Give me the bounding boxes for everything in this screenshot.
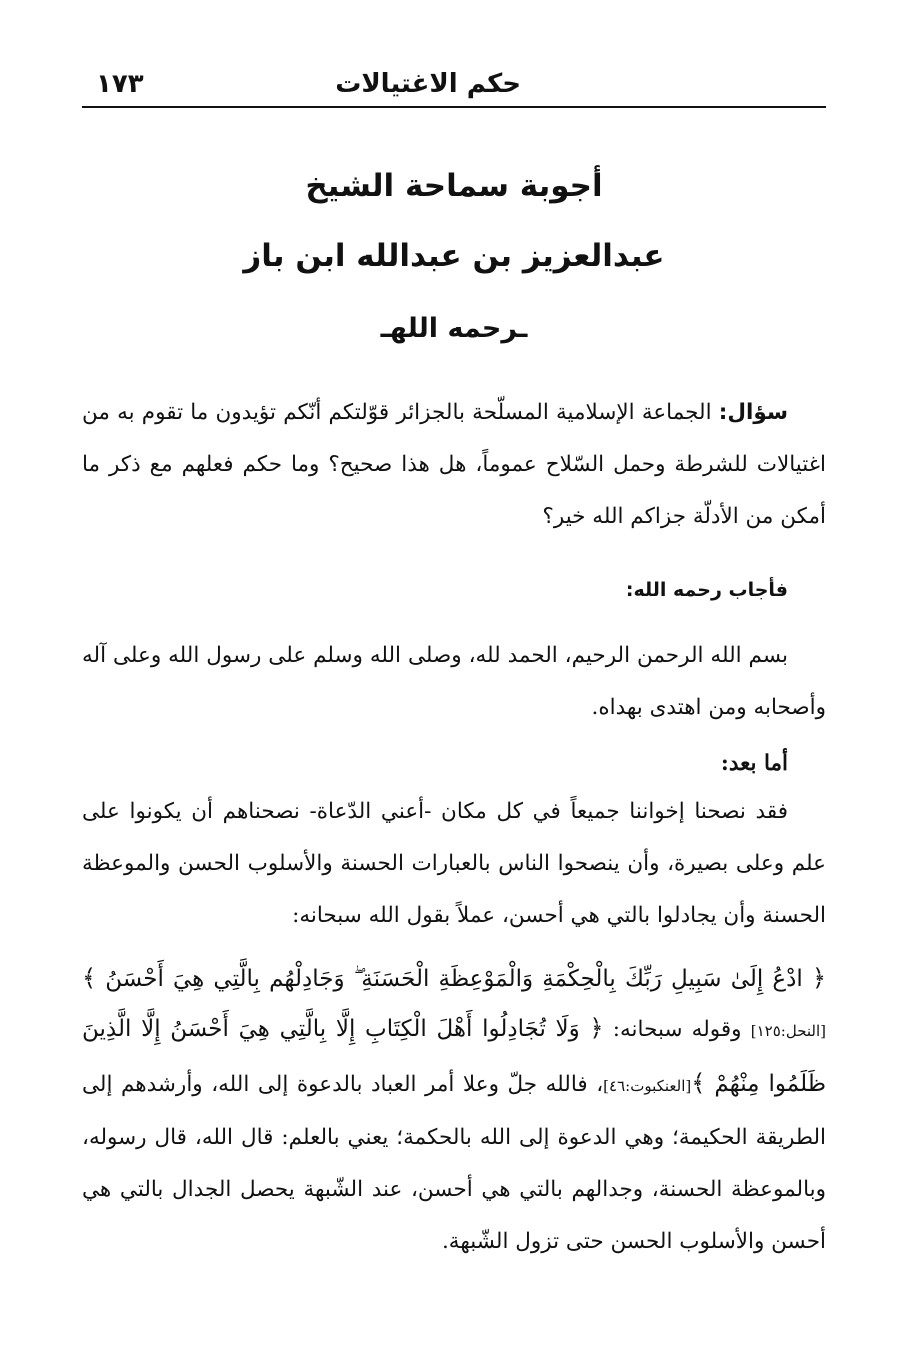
running-header-title: حكم الاغتيالات [335, 69, 521, 99]
amma-bad: أما بعد: [720, 751, 788, 776]
question-paragraph [82, 387, 826, 543]
answer-paragraph-2-text: ، فالله جلّ وعلا أمر العباد بالدعوة إلى الله، وأرشدهم إلى الطريقة الحكيمة؛ وهي الدعوة إلى الله بالحكمة؛ يعني بالعلم: قال الله، قال رسوله، وبالموعظة الحسنة، وجدالهم بالتي هي أحسن، عند الشّبهة يحصل الجدال بالتي هي أحسن والأسلوب الحسن حتى تزول الشّبهة. [82, 1072, 826, 1254]
heading-line-1: أجوبة سماحة الشيخ [305, 168, 603, 204]
heading-line-3: ـرحمه اللهـ [380, 313, 528, 344]
heading-line-2: عبدالعزيز بن عبدالله ابن باز [243, 238, 665, 274]
running-header [82, 62, 826, 108]
answer-intro: بسم الله الرحمن الرحيم، الحمد لله، وصلى الله وسلم على رسول الله وعلى آله وأصحابه ومن اهتدى بهداه. [82, 643, 826, 720]
quran-verse-line [82, 950, 826, 1007]
verse2-close-bracket: ﴾ [691, 1069, 706, 1097]
verse-close-bracket: ﴾ [82, 964, 97, 992]
question-label: سؤال: [718, 400, 788, 425]
verse2-open-bracket: ﴿ [589, 1014, 604, 1042]
quran-verse-ankabut: وَلَا تُجَادِلُوا أَهْلَ الْكِتَابِ إِلَّا بِالَّتِي هِيَ أَحْسَنُ إِلَّا الَّذِينَ ظَلَمُوا مِنْهُمْ [82, 1016, 826, 1097]
verse-reference-nahl: [النحل:١٢٥] [750, 1022, 826, 1040]
answer-label: فأجاب رحمه الله: [625, 579, 788, 601]
verse-reference-ankabut: [العنكبوت:٤٦] [603, 1077, 692, 1095]
page-number: ١٧٣ [96, 69, 144, 99]
answer-paragraph-2 [82, 1002, 826, 1268]
question-text: الجماعة الإسلامية المسلّحة بالجزائر قوّلتكم أنّكم تؤيدون ما تقوم به من اغتيالات للشرطة وحمل السّلاح عموماً، هل هذا صحيح؟ وما حكم فعلهم مع ذكر ما أمكن من الأدلّة جزاكم الله خير؟ [82, 400, 826, 529]
answer-paragraph-1: فقد نصحنا إخواننا جميعاً في كل مكان -أعني الدّعاة- نصحناهم أن يكونوا على علم وعلى بصيرة، وأن ينصحوا الناس بالعبارات الحسنة والأسلوب الحسن والموعظة الحسنة وأن يجادلوا بالتي هي أحسن، عملاً بقول الله سبحانه: [82, 799, 826, 928]
verse-open-bracket: ﴿ [811, 964, 826, 992]
quran-verse-nahl: ادْعُ إِلَىٰ سَبِيلِ رَبِّكَ بِالْحِكْمَةِ وَالْمَوْعِظَةِ الْحَسَنَةِ ۖ وَجَادِلْهُم بِالَّتِي هِيَ أَحْسَنُ [96, 966, 812, 992]
and-his-saying: وقوله سبحانه: [603, 1017, 751, 1042]
